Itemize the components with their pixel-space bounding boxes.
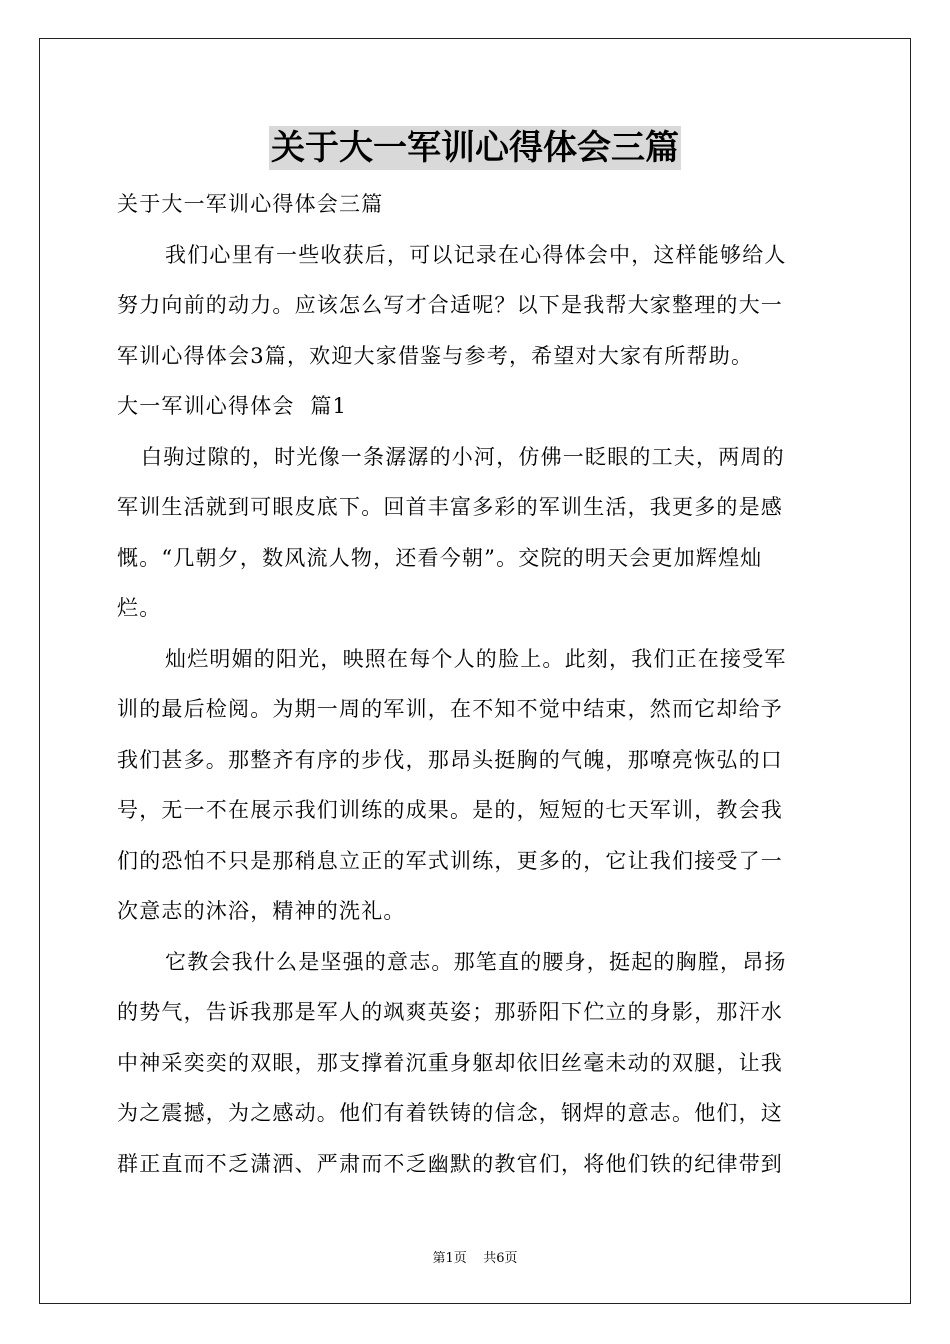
- title-container: [0, 126, 950, 170]
- document-title: 关于大一军训心得体会三篇: [271, 128, 679, 168]
- paragraph-line: 们的恐怕不只是那稍息立正的军式训练，更多的，它让我们接受了一: [117, 848, 783, 873]
- section-heading: 大一军训心得体会 篇1: [117, 394, 348, 418]
- paragraph-line: 慨。“几朝夕，数风流人物，还看今朝”。交院的明天会更加辉煌灿: [117, 545, 763, 570]
- document-body: [117, 179, 833, 1189]
- paragraph-line: 我们心里有一些收获后，可以记录在心得体会中，这样能够给人: [165, 242, 787, 267]
- paragraph-line: 它教会我什么是坚强的意志。那笔直的腰身，挺起的胸膛，昂扬: [165, 949, 787, 974]
- document-subtitle: 关于大一军训心得体会三篇: [117, 192, 384, 216]
- paragraph-line: 中神采奕奕的双眼，那支撑着沉重身躯却依旧丝毫未动的双腿，让我: [117, 1050, 783, 1075]
- page-number: 第1页 共6页: [432, 1251, 518, 1266]
- paragraph-line: 军训心得体会3篇，欢迎大家借鉴与参考，希望对大家有所帮助。: [117, 343, 754, 368]
- paragraph-line: 灿烂明媚的阳光，映照在每个人的脸上。此刻，我们正在接受军: [165, 646, 787, 671]
- paragraph-line: 群正直而不乏潇洒、严肃而不乏幽默的教官们，将他们铁的纪律带到: [117, 1151, 783, 1176]
- paragraph-line: 白驹过隙的，时光像一条潺潺的小河，仿佛一眨眼的工夫，两周的: [141, 444, 785, 469]
- paragraph-line: 号，无一不在展示我们训练的成果。是的，短短的七天军训，教会我: [117, 798, 783, 822]
- paragraph-line: 为之震撼，为之感动。他们有着铁铸的信念，钢焊的意志。他们，这: [117, 1101, 783, 1125]
- paragraph-line: 训的最后检阅。为期一周的军训，在不知不觉中结束，然而它却给予: [117, 697, 783, 721]
- paragraph-line: 我们甚多。那整齐有序的步伐，那昂头挺胸的气魄，那嘹亮恢弘的口: [117, 747, 783, 772]
- paragraph-line: 的势气，告诉我那是军人的飒爽英姿；那骄阳下伫立的身影，那汗水: [117, 1000, 783, 1024]
- paragraph-line: 次意志的沐浴，精神的洗礼。: [117, 899, 406, 923]
- page-footer: [0, 1247, 950, 1266]
- paragraph-line: 烂。: [117, 596, 162, 620]
- paragraph-line: 努力向前的动力。应该怎么写才合适呢？以下是我帮大家整理的大一: [117, 293, 783, 317]
- paragraph-line: 军训生活就到可眼皮底下。回首丰富多彩的军训生活，我更多的是感: [117, 495, 783, 519]
